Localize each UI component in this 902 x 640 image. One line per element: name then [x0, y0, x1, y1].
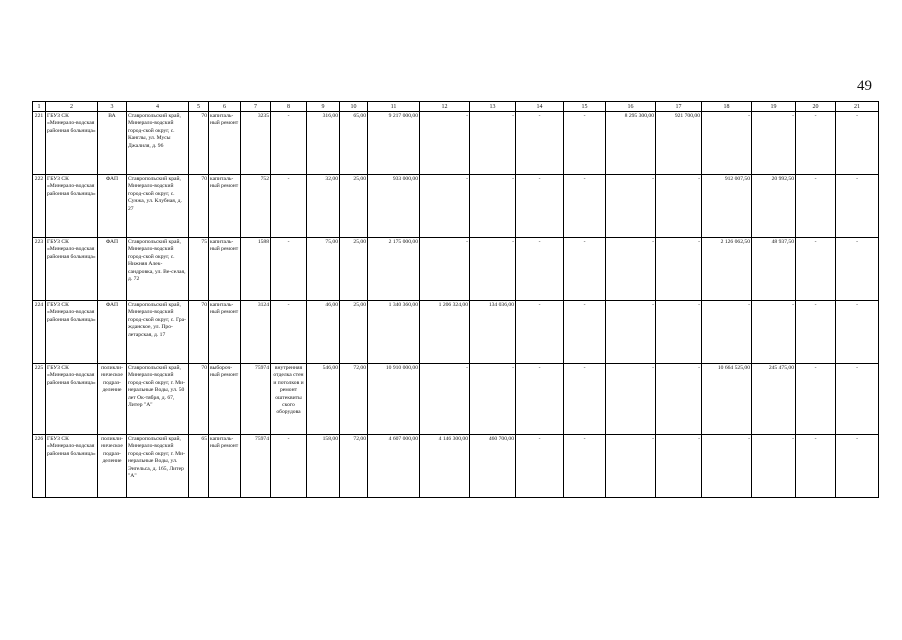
table-cell: 2 175 000,00 [368, 238, 420, 301]
table-cell: - [420, 112, 470, 175]
table-cell: - [796, 364, 836, 435]
table-cell: - [796, 175, 836, 238]
table-cell: - [606, 435, 656, 498]
table-cell: - [516, 435, 564, 498]
table-cell: 9 217 000,00 [368, 112, 420, 175]
column-header: 15 [564, 102, 606, 112]
table-cell: 72,00 [340, 435, 368, 498]
column-header: 18 [702, 102, 752, 112]
table-cell: 1 206 324,00 [420, 301, 470, 364]
table-cell: 32,00 [307, 175, 340, 238]
table-cell: капиталь-ный ремонт [209, 175, 241, 238]
table-cell: поликли-ническое подраз-деление [98, 435, 127, 498]
table-cell: 134 036,00 [470, 301, 516, 364]
table-cell: - [752, 435, 796, 498]
column-header: 11 [368, 102, 420, 112]
table-cell: ФАП [98, 238, 127, 301]
table-cell: 70 [189, 364, 209, 435]
table-cell: - [420, 364, 470, 435]
table-cell: ФАП [98, 301, 127, 364]
table-cell: - [271, 112, 307, 175]
table-cell: 933 000,00 [368, 175, 420, 238]
column-header: 4 [127, 102, 189, 112]
table-cell: - [470, 238, 516, 301]
table-cell: 10 664 525,00 [702, 364, 752, 435]
table-cell: внутренняя отделка стен и потолков и ремонт оштеквиты ского оборудова [271, 364, 307, 435]
table-cell: 1588 [241, 238, 271, 301]
table-cell: - [564, 364, 606, 435]
table-row [33, 175, 879, 238]
table-cell: ГБУЗ СК «Минерало-водская районная больница» [46, 238, 98, 301]
table-cell: - [836, 175, 879, 238]
table-cell: - [606, 364, 656, 435]
table-cell: 226 [33, 435, 46, 498]
table-cell: - [796, 301, 836, 364]
table-cell: - [796, 238, 836, 301]
column-header: 20 [796, 102, 836, 112]
table-cell: 4 146 300,00 [420, 435, 470, 498]
table-cell: 25,00 [340, 238, 368, 301]
table-cell: - [564, 112, 606, 175]
table-cell: - [752, 112, 796, 175]
table-cell: 20 992,50 [752, 175, 796, 238]
table-cell: 25,00 [340, 175, 368, 238]
table-cell: 70 [189, 301, 209, 364]
table-cell: ФАП [98, 175, 127, 238]
table-cell: 10 910 000,00 [368, 364, 420, 435]
table-cell: капиталь-ный ремонт [209, 301, 241, 364]
table-cell: 75974 [241, 364, 271, 435]
table-cell: 221 [33, 112, 46, 175]
table-cell: - [796, 112, 836, 175]
column-number-row [33, 102, 879, 112]
column-header: 1 [33, 102, 46, 112]
table-cell: 921 700,00 [656, 112, 702, 175]
table-cell: капиталь-ный ремонт [209, 238, 241, 301]
table-cell: Ставропольский край, Минерало-водский город-ской округ, с. Сунжа, ул. Клубная, д. 27 [127, 175, 189, 238]
table-cell: Ставропольский край, Минерало-водский город-ской округ, с. Канглы, ул. Мусы Джалиля, д. 96 [127, 112, 189, 175]
table-cell: 75 [189, 238, 209, 301]
table-row [33, 238, 879, 301]
table-cell: - [516, 175, 564, 238]
table-cell: ГБУЗ СК «Минерало-водская районная больница» [46, 175, 98, 238]
table-cell: - [836, 112, 879, 175]
table-cell: 223 [33, 238, 46, 301]
table-cell: 70 [189, 112, 209, 175]
table-cell: - [516, 112, 564, 175]
table-cell: - [836, 435, 879, 498]
table-cell: - [420, 238, 470, 301]
column-header: 10 [340, 102, 368, 112]
column-header: 12 [420, 102, 470, 112]
table-row [33, 112, 879, 175]
table-cell: - [656, 364, 702, 435]
column-header: 14 [516, 102, 564, 112]
table-cell: 8 295 300,00 [606, 112, 656, 175]
table-cell: 46,00 [307, 301, 340, 364]
column-header: 3 [98, 102, 127, 112]
table-cell: поликли-ническое подраз-деление [98, 364, 127, 435]
table-cell: 75,00 [307, 238, 340, 301]
column-header: 6 [209, 102, 241, 112]
table-cell: - [656, 175, 702, 238]
table-cell: ГБУЗ СК «Минерало-водская районная больница» [46, 301, 98, 364]
table-cell: - [656, 238, 702, 301]
column-header: 13 [470, 102, 516, 112]
table-cell: - [752, 301, 796, 364]
table-cell: 158,00 [307, 435, 340, 498]
table-cell: - [271, 435, 307, 498]
table-cell: - [656, 301, 702, 364]
table-cell: капиталь-ный ремонт [209, 112, 241, 175]
table-cell: Ставропольский край, Минерало-водский город-ской округ, с. Гра-жданское, ул. Про-летарская, д. 17 [127, 301, 189, 364]
table-cell: ГБУЗ СК «Минерало-водская районная больница» [46, 364, 98, 435]
column-header: 8 [271, 102, 307, 112]
table-cell: - [470, 112, 516, 175]
table-row [33, 435, 879, 498]
table-cell: Ставропольский край, Минерало-водский город-ской округ, г. Ми-неральные Воды, ул. 50 лет Ок-тября, д. 67, Литер "А" [127, 364, 189, 435]
table-cell: 1 340 360,00 [368, 301, 420, 364]
table-cell: 912 007,50 [702, 175, 752, 238]
table-cell: 75974 [241, 435, 271, 498]
column-header: 5 [189, 102, 209, 112]
table-cell: - [564, 238, 606, 301]
table-cell: 2 126 062,50 [702, 238, 752, 301]
table-cell: 72,00 [340, 364, 368, 435]
column-header: 17 [656, 102, 702, 112]
table-cell: - [606, 238, 656, 301]
table-cell: - [564, 175, 606, 238]
table-row [33, 301, 879, 364]
table-cell: 70 [189, 175, 209, 238]
table-cell: 48 937,50 [752, 238, 796, 301]
table-cell: ГБУЗ СК «Минерало-водская районная больница» [46, 435, 98, 498]
table-cell: 752 [241, 175, 271, 238]
table-cell: 4 607 000,00 [368, 435, 420, 498]
table-cell: - [271, 238, 307, 301]
page-number: 49 [857, 78, 872, 94]
table-cell: - [564, 301, 606, 364]
table-cell: 460 700,00 [470, 435, 516, 498]
table-cell: 222 [33, 175, 46, 238]
table-cell: - [836, 238, 879, 301]
table-cell: 3235 [241, 112, 271, 175]
register-table [32, 101, 879, 498]
table-cell: - [516, 364, 564, 435]
table-cell: - [836, 301, 879, 364]
table-cell: 65,00 [340, 112, 368, 175]
table-cell: - [470, 175, 516, 238]
table-cell: - [516, 238, 564, 301]
table-cell: - [702, 112, 752, 175]
table-cell: капиталь-ный ремонт [209, 435, 241, 498]
table-cell: 25,00 [340, 301, 368, 364]
column-header: 7 [241, 102, 271, 112]
table-cell: 3124 [241, 301, 271, 364]
table-cell: - [702, 435, 752, 498]
table-cell: - [606, 175, 656, 238]
table-cell: 65 [189, 435, 209, 498]
table-cell: ГБУЗ СК «Минерало-водская районная больница» [46, 112, 98, 175]
column-header: 16 [606, 102, 656, 112]
table-cell: 225 [33, 364, 46, 435]
table-row [33, 364, 879, 435]
table-cell: - [420, 175, 470, 238]
table-cell: Ставропольский край, Минерало-водский город-ской округ, г. Ми-неральные Воды, ул. Энгельса, д. 165, Литер "А" [127, 435, 189, 498]
table-cell: - [271, 301, 307, 364]
column-header: 19 [752, 102, 796, 112]
table-cell: - [796, 435, 836, 498]
table-cell: 245 475,00 [752, 364, 796, 435]
table-cell: - [470, 364, 516, 435]
table-cell: Ставропольский край, Минерало-водский город-ской округ, с. Нижняя Алек-сандровка, ул. Ве-селая, д. 72 [127, 238, 189, 301]
table-cell: - [656, 435, 702, 498]
table-cell: выбороч-ный ремонт [209, 364, 241, 435]
column-header: 2 [46, 102, 98, 112]
table-cell: 316,00 [307, 112, 340, 175]
table-cell: - [606, 301, 656, 364]
table-cell: 224 [33, 301, 46, 364]
table-cell: - [836, 364, 879, 435]
table-cell: - [516, 301, 564, 364]
table-cell: 546,00 [307, 364, 340, 435]
table-cell: - [564, 435, 606, 498]
column-header: 21 [836, 102, 879, 112]
table-cell: - [271, 175, 307, 238]
column-header: 9 [307, 102, 340, 112]
table-cell: ВА [98, 112, 127, 175]
table-cell: - [702, 301, 752, 364]
